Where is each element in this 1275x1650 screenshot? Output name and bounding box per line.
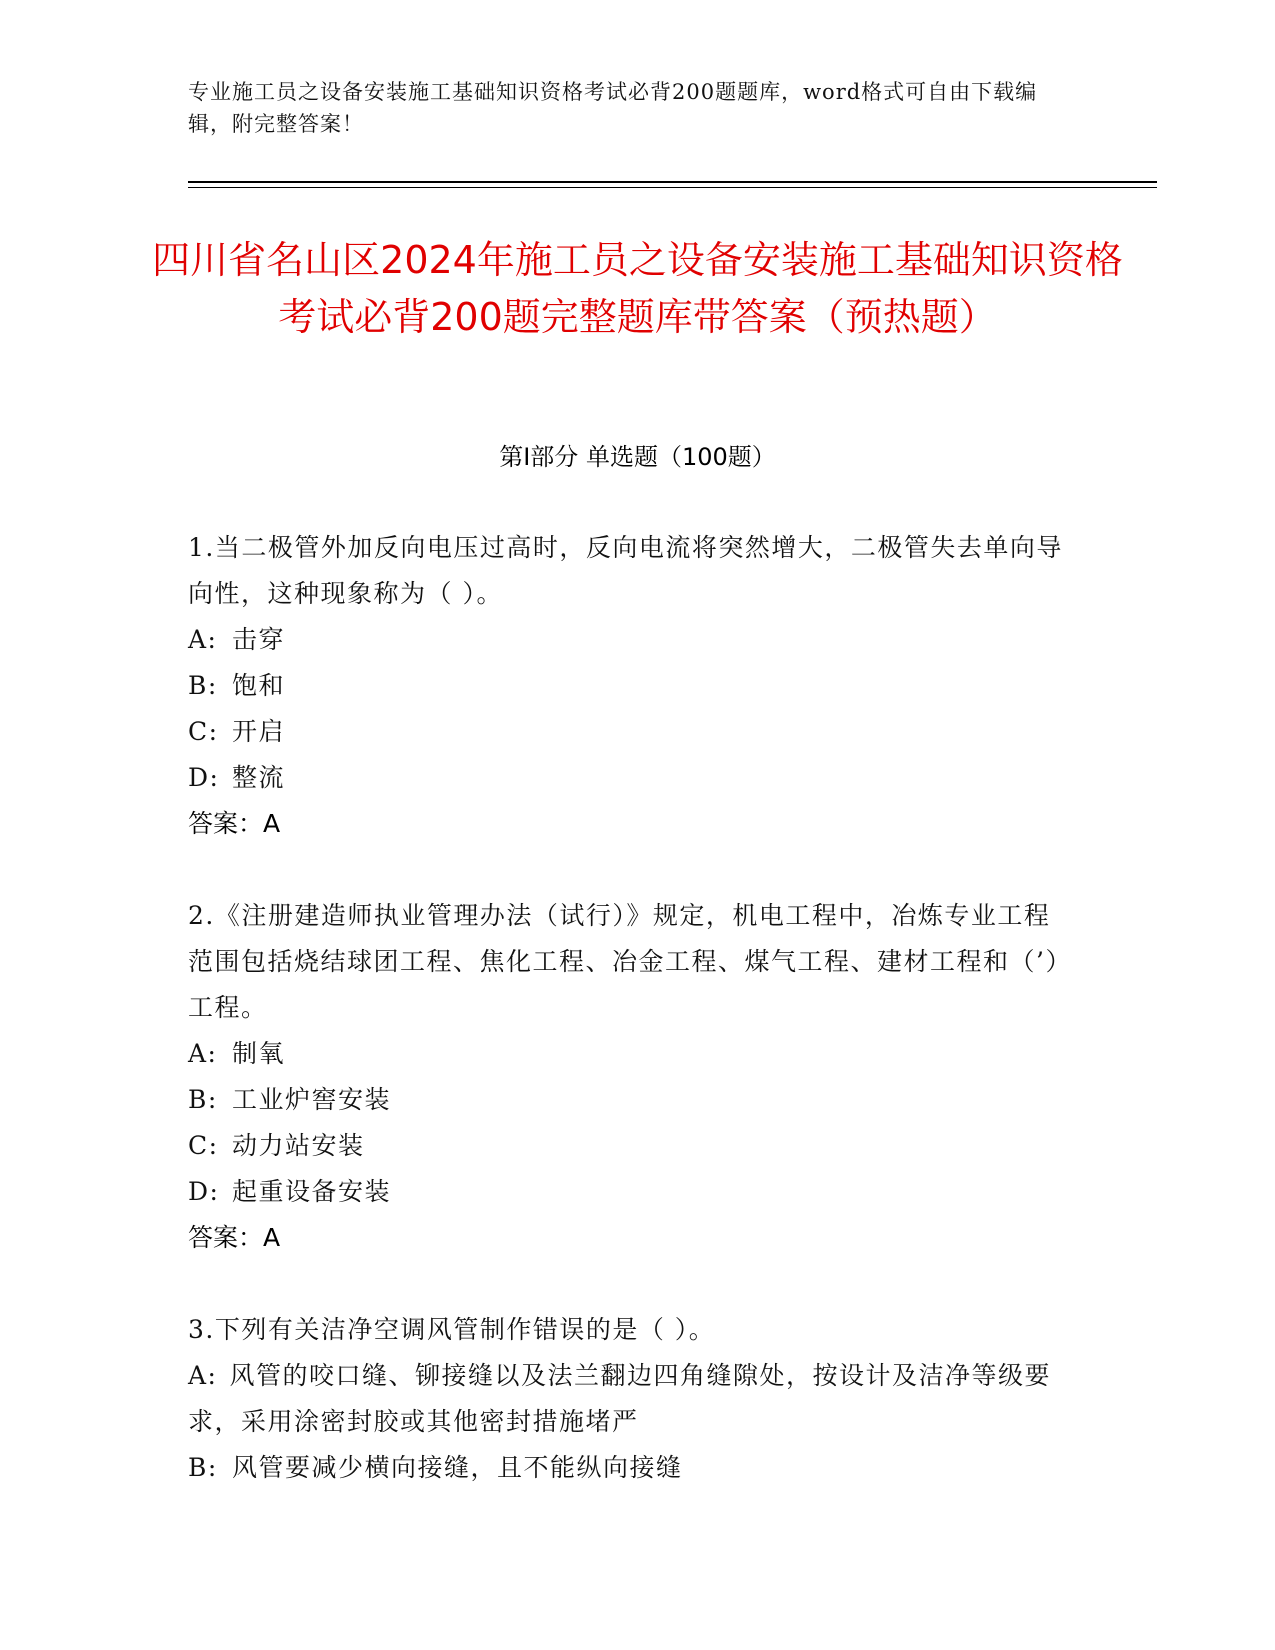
option-key: A: [188, 1361, 218, 1390]
question-item [188, 893, 1068, 1261]
option-key: C: [188, 717, 219, 746]
header-note: 专业施工员之设备安装施工基础知识资格考试必背200题题库，word格式可自由下载编辑，附完整答案！ [188, 80, 1038, 136]
option-item [188, 617, 1068, 663]
option-item [188, 1445, 1068, 1491]
option-item [188, 663, 1068, 709]
section-heading: 第I部分 单选题（100题） [499, 443, 776, 471]
option-item [188, 709, 1068, 755]
option-item [188, 1077, 1068, 1123]
question-stem: 3.下列有关洁净空调风管制作错误的是（ ）。 [188, 1315, 716, 1344]
option-text: 整流 [232, 763, 286, 792]
option-text: 风管要减少横向接缝，且不能纵向接缝 [232, 1453, 683, 1482]
option-text: 开启 [232, 717, 286, 746]
option-key: A: [188, 625, 218, 654]
option-key: B: [188, 1085, 218, 1114]
option-text: 起重设备安装 [232, 1177, 392, 1206]
option-item [188, 755, 1068, 801]
option-item [188, 1169, 1068, 1215]
document-title: 四川省名山区2024年施工员之设备安装施工基础知识资格考试必背200题完整题库带答案（预热题） [152, 238, 1123, 339]
header-rule-thin [188, 187, 1157, 188]
option-key: B: [188, 1453, 218, 1482]
question-stem: 1.当二极管外加反向电压过高时，反向电流将突然增大，二极管失去单向导向性，这种现象称为（ ）。 [188, 533, 1063, 608]
answer-line: 答案：A [188, 809, 281, 838]
question-item [188, 525, 1068, 847]
option-key: C: [188, 1131, 219, 1160]
option-key: D: [188, 1177, 220, 1206]
option-item [188, 1123, 1068, 1169]
option-text: 风管的咬口缝、铆接缝以及法兰翻边四角缝隙处，按设计及洁净等级要求，采用涂密封胶或其他密封措施堵严 [188, 1361, 1051, 1436]
option-text: 工业炉窖安装 [232, 1085, 392, 1114]
option-key: D: [188, 763, 220, 792]
option-key: A: [188, 1039, 218, 1068]
option-text: 击穿 [232, 625, 286, 654]
option-item [188, 1353, 1068, 1445]
option-key: B: [188, 671, 218, 700]
option-text: 制氧 [232, 1039, 286, 1068]
option-item [188, 1031, 1068, 1077]
header-rule-thick [188, 181, 1157, 183]
option-text: 饱和 [232, 671, 286, 700]
question-list [188, 525, 1068, 1491]
option-text: 动力站安装 [232, 1131, 365, 1160]
question-item [188, 1307, 1068, 1491]
question-stem: 2.《注册建造师执业管理办法（试行）》规定，机电工程中，冶炼专业工程范围包括烧结球团工程、焦化工程、冶金工程、煤气工程、建材工程和（’）工程。 [188, 901, 1060, 1022]
answer-line: 答案：A [188, 1223, 281, 1252]
